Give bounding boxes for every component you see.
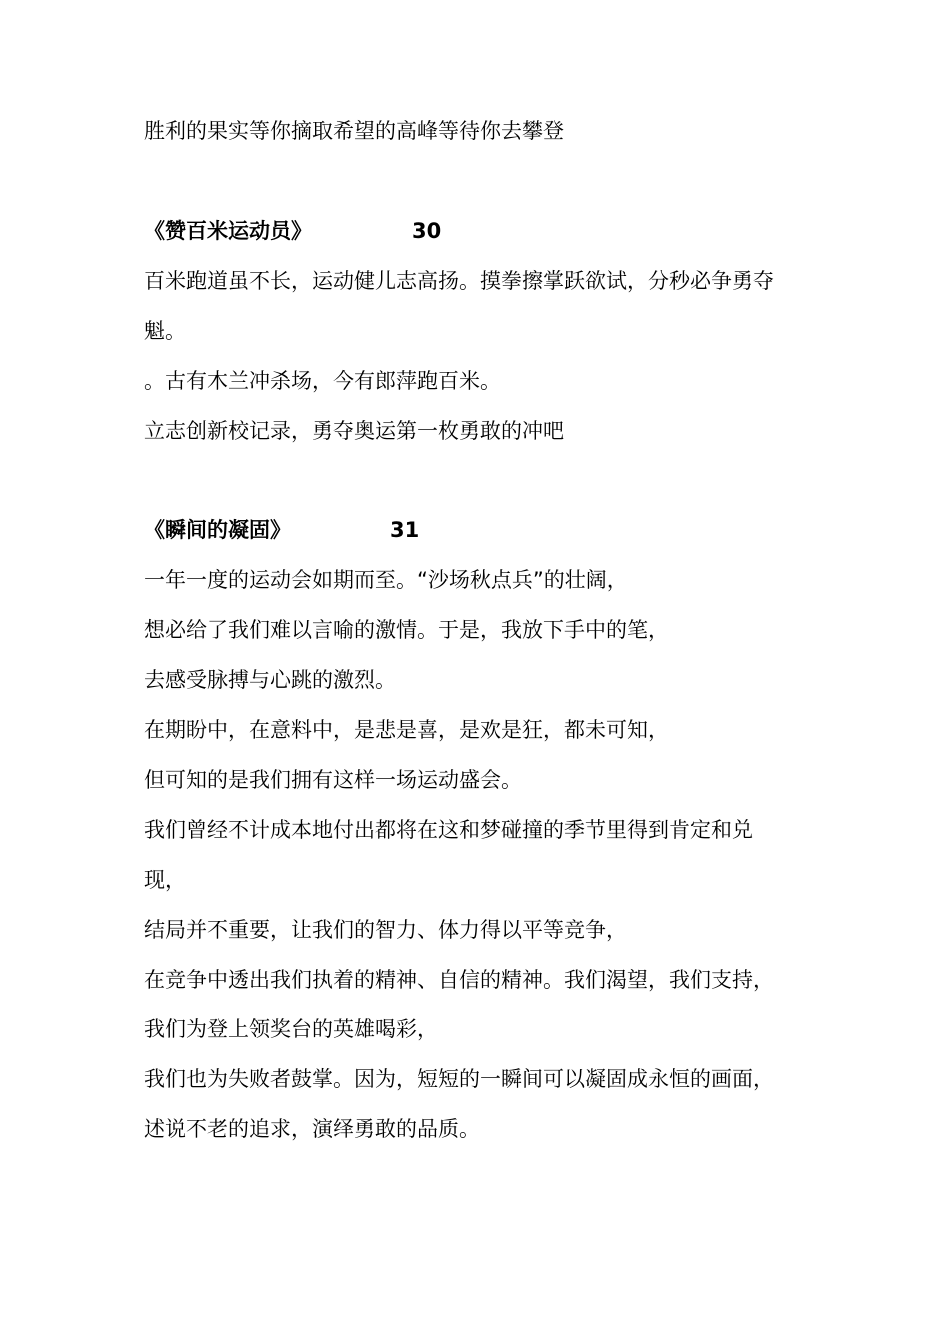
body-line: 我们也为失败者鼓掌。因为，短短的一瞬间可以凝固成永恒的画面， xyxy=(144,1067,774,1091)
body-line: 我们曾经不计成本地付出都将在这和梦碰撞的季节里得到肯定和兑 xyxy=(144,818,753,842)
body-line: 我们为登上领奖台的英雄喝彩， xyxy=(144,1017,438,1041)
body-line: 去感受脉搏与心跳的激烈。 xyxy=(144,668,396,692)
body-line: 但可知的是我们拥有这样一场运动盛会。 xyxy=(144,768,522,792)
section-title: 《瞬间的凝固》 xyxy=(144,518,291,542)
body-line: 立志创新校记录，勇夺奥运第一枚勇敢的冲吧 xyxy=(144,419,564,443)
body-line: 在竞争中透出我们执着的精神、自信的精神。我们渴望，我们支持， xyxy=(144,968,774,992)
section-heading xyxy=(144,217,442,245)
body-line: 百米跑道虽不长，运动健儿志高扬。摸拳擦掌跃欲试，分秒必争勇夺 xyxy=(144,269,774,293)
body-line: 。古有木兰冲杀场，今有郎萍跑百米。 xyxy=(144,369,501,393)
body-line: 述说不老的追求，演绎勇敢的品质。 xyxy=(144,1117,480,1141)
body-line: 现， xyxy=(144,868,186,892)
body-line: 结局并不重要，让我们的智力、体力得以平等竞争， xyxy=(144,918,627,942)
body-line: 在期盼中，在意料中，是悲是喜，是欢是狂，都未可知， xyxy=(144,718,669,742)
body-line: 想必给了我们难以言喻的激情。于是，我放下手中的笔， xyxy=(144,618,669,642)
body-line: 一年一度的运动会如期而至。“沙场秋点兵”的壮阔， xyxy=(144,568,628,592)
section-number: 31 xyxy=(390,518,420,542)
section-heading xyxy=(144,516,420,544)
body-line: 魁。 xyxy=(144,319,186,343)
section-title: 《赞百米运动员》 xyxy=(144,219,312,243)
section-number: 30 xyxy=(412,219,442,243)
intro-line: 胜利的果实等你摘取希望的高峰等待你去攀登 xyxy=(144,119,564,143)
